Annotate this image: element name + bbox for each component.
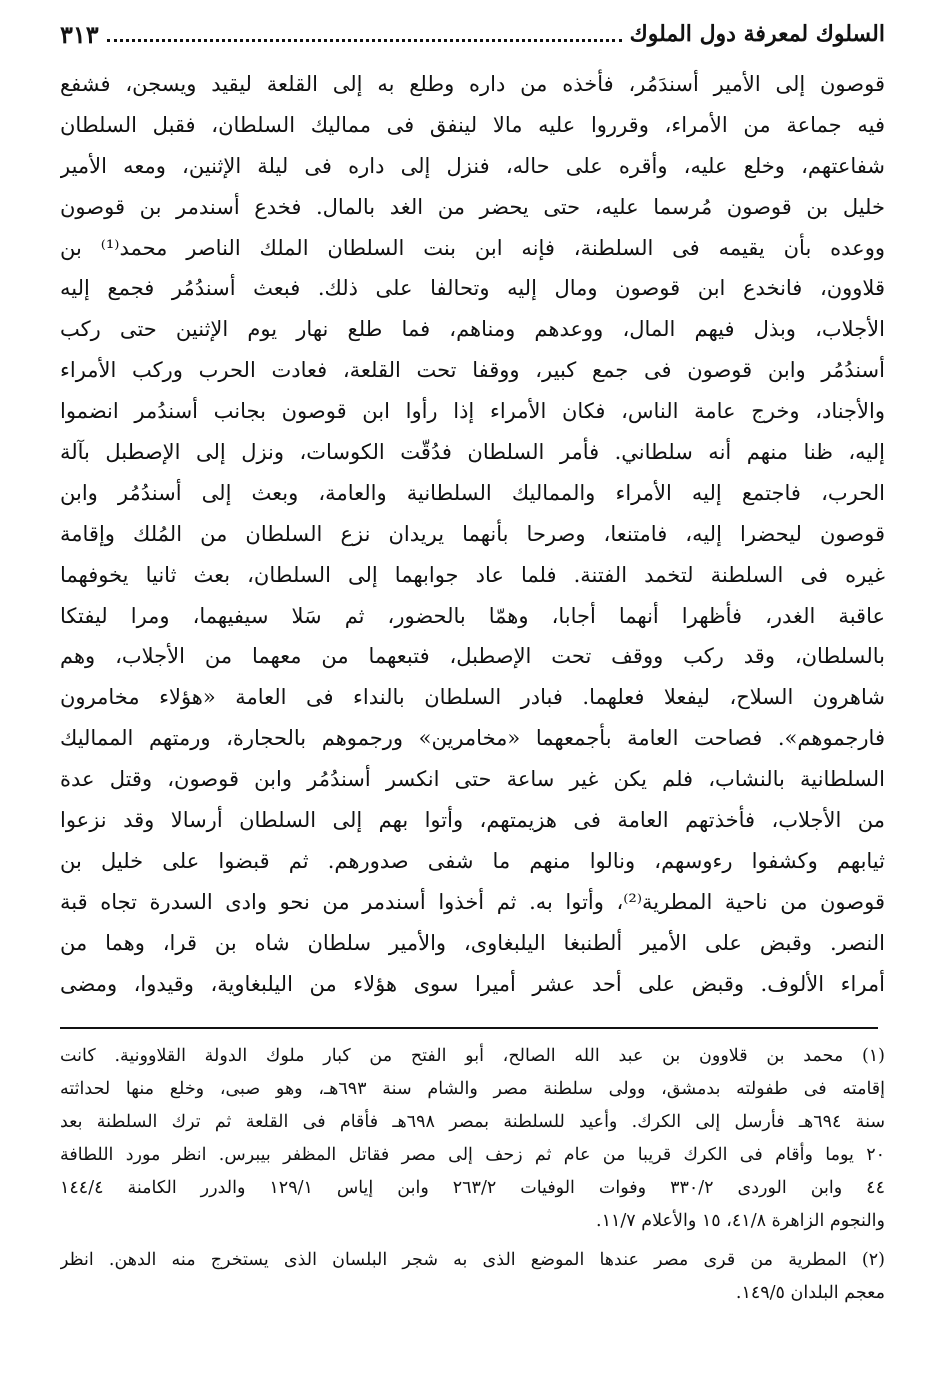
footnote-line: ٢٠ يوما وأقام فى الكرك قريبا من عام ثم زحف إلى مصر فقاتل المظفر بيبرس. انظر مورد اللطافة bbox=[60, 1145, 885, 1165]
text-line: أسندُمُر وابن قوصون فى جمع كبير، ووقفا تحت القلعة، فعادت الحرب وركب الأمراء bbox=[60, 358, 885, 383]
footnote-line: إقامته فى طفولته بدمشق، وولى سلطنة مصر والشام سنة ٦٩٣هـ، وهو صبى، وخلع منها لحداثته bbox=[60, 1079, 885, 1099]
text-line: السلطانية بالنشاب، فلم يكن غير ساعة حتى انكسر أسندُمُر وابن قوصون، وقتل عدة bbox=[60, 767, 885, 792]
main-text bbox=[60, 64, 885, 1004]
text-line: والأجناد، وخرج عامة الناس، فكان الأمراء إذا رأوا ابن قوصون بجانب أسندُمر انضموا bbox=[60, 399, 885, 424]
footnote-line: ٤٤ وابن الوردى ٣٣٠/٢ وفوات الوفيات ٢٦٣/٢ وابن إياس ١٢٩/١ والدرر الكامنة ١٤٤/٤ bbox=[60, 1178, 885, 1198]
text-line: ثيابهم وكشفوا رءوسهم، ونالوا منهم ما شفى صدورهم. ثم قبضوا على خليل بن bbox=[60, 848, 885, 873]
text-line: خليل بن قوصون مُرسما عليه، حتى يحضر من الغد بالمال. فخدع أسندمر بن قوصون bbox=[60, 194, 885, 219]
text-line: إليه، ظنا منهم أنه سلطاني. فأمر السلطان فدُقّت الكوسات، ونزل إلى الإصطبل بآلة bbox=[60, 440, 885, 465]
text-line: فيه جماعة من الأمراء، وقرروا عليه مالا لينفق فى مماليك السلطان، فقبل السلطان bbox=[60, 112, 885, 137]
page-header bbox=[60, 14, 885, 54]
text-line: قوصون من ناحية المطرية⁽²⁾، وأتوا به. ثم أخذوا أسندمر من نحو وادى السدرة تجاه قبة bbox=[60, 889, 885, 914]
text-line: الحرب، فاجتمع إليه الأمراء والمماليك السلطانية والعامة، وبعث إلى أسندُمُر وابن bbox=[60, 480, 885, 505]
footnote-line: (١) محمد بن قلاوون بن عبد الله الصالح، أبو الفتح من كبار ملوك الدولة القلاوونية. كانت bbox=[60, 1046, 885, 1066]
footnote-line: (٢) المطرية من قرى مصر عندها الموضع الذى به شجر البلسان الذى يستخرج منه الدهن. انظر bbox=[60, 1250, 885, 1270]
footnotes bbox=[60, 1040, 885, 1310]
page-number: ٣١٣ bbox=[60, 19, 99, 49]
text-line: الأجلاب، وبذل فيهم المال، ووعدهم ومناهم، فما طلع نهار يوم الإثنين حتى ركب bbox=[60, 317, 885, 342]
dotted-leader bbox=[107, 39, 622, 42]
text-line: قوصون إلى الأمير أسندَمُر، فأخذه من داره وطلع به إلى القلعة ليقيد ويسجن، فشفع bbox=[60, 72, 885, 96]
text-line: شاهرون السلاح، ليفعلا فعلهما. فبادر السلطان بالنداء فى العامة «هؤلاء مخامرون bbox=[60, 685, 885, 710]
text-line: قوصون ليحضرا إليه، فامتنعا، وصرحا بأنهما يريدان نزع السلطان من المُلك وإقامة bbox=[60, 521, 885, 546]
footnote-line: سنة ٦٩٤هـ فأرسل إلى الكرك. وأعيد للسلطنة بمصر ٦٩٨هـ فأقام فى القلعة ثم ترك السلطنة بعد bbox=[60, 1112, 885, 1132]
text-line: عاقبة الغدر، فأظهرا أنهما أجابا، وهمّا بالحضور، ثم سَلا سيفيهما، ومرا ليفتكا bbox=[60, 603, 885, 628]
text-line: غيره فى السلطنة لتخمد الفتنة. فلما عاد جوابهما إلى السلطان، بعث ثانيا يخوفهما bbox=[60, 562, 885, 587]
footnote-1 bbox=[60, 1040, 885, 1238]
text-line: فارجموهم». فصاحت العامة بأجمعهما «مخامرين» ورجموهم بالحجارة، ورمتهم المماليك bbox=[60, 726, 885, 751]
footnote-2 bbox=[60, 1244, 885, 1310]
footnote-separator bbox=[60, 1027, 878, 1029]
text-line: أمراء الألوف. وقبض على أحد عشر أميرا سوى هؤلاء من اليلبغاوية، وقيدوا، ومضى bbox=[60, 971, 885, 996]
footnote-line: معجم البلدان ١٤٩/٥. bbox=[735, 1283, 885, 1303]
text-line: شفاعتهم، وخلع عليه، وأقره على حاله، فنزل إلى داره فى ليلة الإثنين، ومعه الأمير bbox=[60, 153, 885, 178]
text-line: ووعده بأن يقيمه فى السلطنة، فإنه ابن بنت السلطان الملك الناصر محمد⁽¹⁾ بن bbox=[60, 235, 885, 260]
text-line: من الأجلاب، فأخذتهم العامة فى هزيمتهم، وأتوا بهم إلى السلطان أرسالا وقد نزعوا bbox=[60, 808, 885, 833]
text-line: النصر. وقبض على الأمير ألطنبغا اليلبغاوى، والأمير سلطان شاه بن قرا، وهما من bbox=[60, 930, 885, 955]
running-title: السلوك لمعرفة دول الملوك bbox=[629, 21, 885, 47]
footnote-line: والنجوم الزاهرة ٤١/٨، ١٥ والأعلام ١١/٧. bbox=[596, 1211, 885, 1231]
text-line: بالسلطان، وقد ركب ووقف تحت الإصطبل، فتبعهما من معهما من الأجلاب، وهم bbox=[60, 644, 885, 669]
text-line: قلاوون، فانخدع ابن قوصون ومال إليه وتحالفا على ذلك. فبعث أسندُمُر فجمع إليه bbox=[60, 276, 885, 301]
